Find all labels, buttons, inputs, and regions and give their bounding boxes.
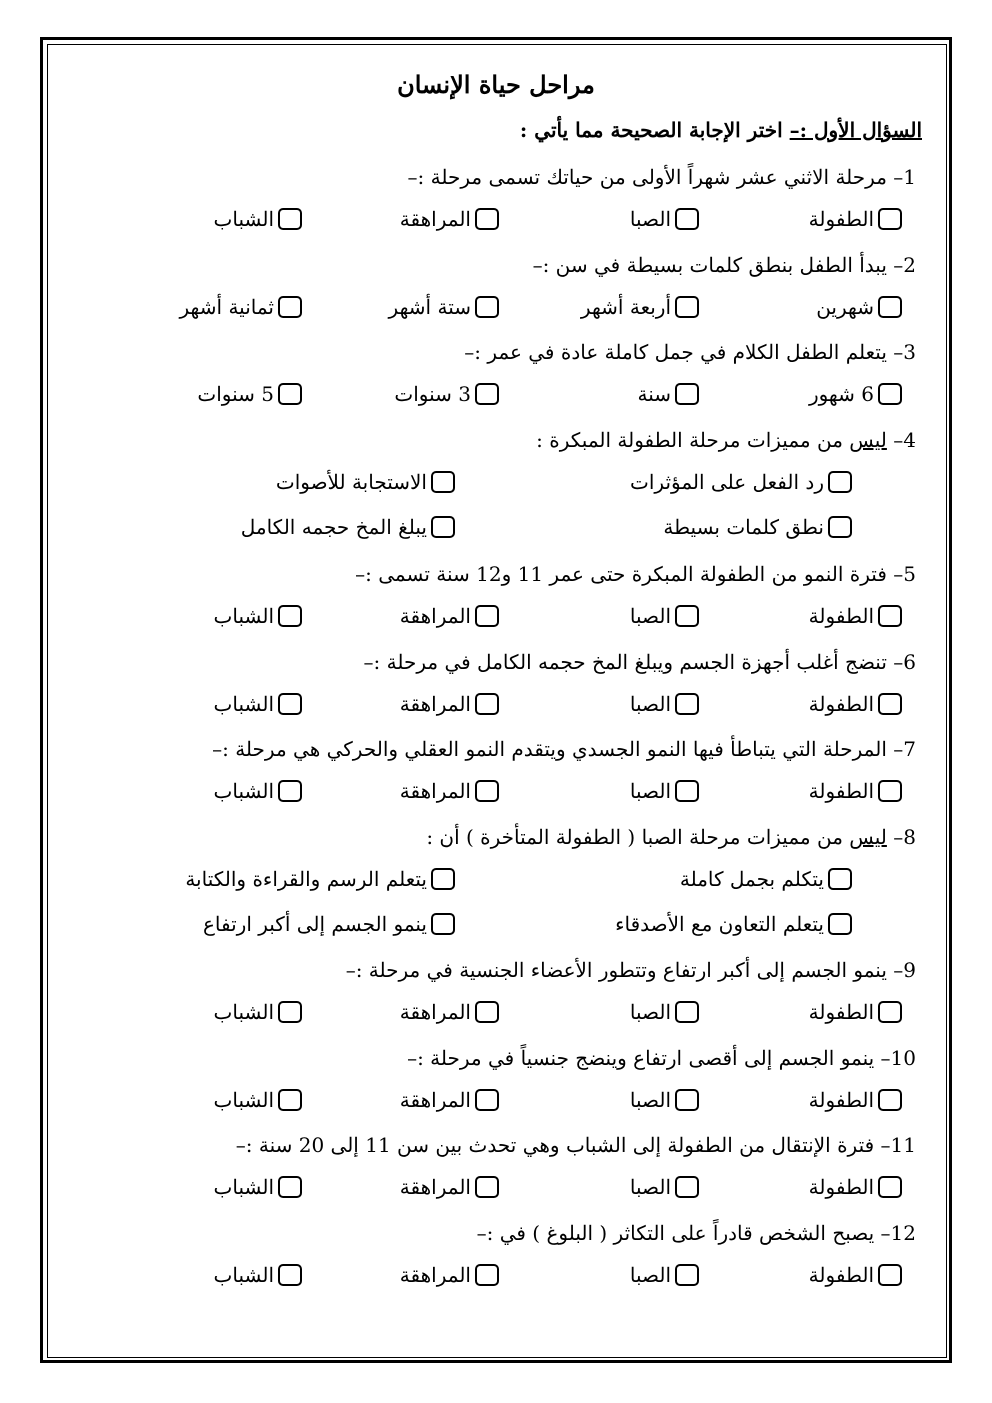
option-label: المراهقة xyxy=(399,1088,471,1112)
answer-option[interactable] xyxy=(680,867,852,891)
question-body: يبدأ الطفل بنطق كلمات بسيطة في سن :– xyxy=(532,253,887,277)
option-label: المراهقة xyxy=(399,604,471,628)
checkbox[interactable] xyxy=(475,780,499,802)
answer-option[interactable] xyxy=(809,207,902,231)
question-text xyxy=(536,428,916,452)
question-body: تنضج أغلب أجهزة الجسم ويبلغ المخ حجمه الكامل في مرحلة :– xyxy=(363,650,887,674)
answer-option[interactable] xyxy=(400,1000,499,1024)
answer-option[interactable] xyxy=(214,1000,302,1024)
option-label: 6 شهور xyxy=(808,382,874,406)
option-label: رد الفعل على المؤثرات xyxy=(630,470,824,494)
checkbox[interactable] xyxy=(278,296,302,318)
answer-option[interactable] xyxy=(630,1000,699,1024)
checkbox[interactable] xyxy=(475,1176,499,1198)
section-label: السؤال الأول :– xyxy=(789,118,922,142)
option-label: المراهقة xyxy=(399,779,471,803)
checkbox[interactable] xyxy=(475,1264,499,1286)
answer-option[interactable] xyxy=(809,604,902,628)
checkbox[interactable] xyxy=(878,383,902,405)
option-label: يتعلم الرسم والقراءة والكتابة xyxy=(185,867,427,891)
option-label: الشباب xyxy=(213,1000,274,1024)
answer-option[interactable] xyxy=(809,1000,902,1024)
question-text xyxy=(477,1221,916,1245)
answer-option[interactable] xyxy=(400,1175,499,1199)
option-label: الطفولة xyxy=(808,779,874,803)
answer-option[interactable] xyxy=(663,515,852,539)
option-label: ستة أشهر xyxy=(388,295,471,319)
answer-option[interactable] xyxy=(816,295,902,319)
option-label: الصبا xyxy=(629,1175,671,1199)
checkbox[interactable] xyxy=(878,296,902,318)
checkbox[interactable] xyxy=(475,693,499,715)
checkbox[interactable] xyxy=(278,605,302,627)
answer-option[interactable] xyxy=(630,1088,699,1112)
checkbox[interactable] xyxy=(878,780,902,802)
checkbox[interactable] xyxy=(878,1264,902,1286)
option-label: الاستجابة للأصوات xyxy=(275,470,427,494)
answer-option[interactable] xyxy=(630,207,699,231)
answer-option[interactable] xyxy=(276,470,455,494)
checkbox[interactable] xyxy=(278,383,302,405)
checkbox[interactable] xyxy=(828,868,852,890)
checkbox[interactable] xyxy=(475,383,499,405)
answer-option[interactable] xyxy=(630,604,699,628)
answer-option[interactable] xyxy=(615,912,852,936)
checkbox[interactable] xyxy=(675,780,699,802)
question-text xyxy=(464,340,916,364)
answer-option[interactable] xyxy=(214,1175,302,1199)
option-label: الشباب xyxy=(213,692,274,716)
checkbox[interactable] xyxy=(475,1089,499,1111)
question-body: ينمو الجسم إلى أقصى ارتفاع وينضج جنسياً في مرحلة :– xyxy=(407,1046,875,1070)
checkbox[interactable] xyxy=(431,913,455,935)
answer-option[interactable] xyxy=(809,1088,902,1112)
answer-option[interactable] xyxy=(809,692,902,716)
option-label: المراهقة xyxy=(399,1000,471,1024)
checkbox[interactable] xyxy=(675,296,699,318)
option-label: الطفولة xyxy=(808,604,874,628)
checkbox[interactable] xyxy=(475,208,499,230)
question-text xyxy=(407,1046,916,1070)
option-label: ينمو الجسم إلى أكبر ارتفاع xyxy=(202,912,427,936)
answer-option[interactable] xyxy=(203,912,455,936)
question-number: 5– xyxy=(893,562,916,586)
option-label: سنة xyxy=(637,382,671,406)
option-label: الطفولة xyxy=(808,692,874,716)
checkbox[interactable] xyxy=(878,1176,902,1198)
checkbox[interactable] xyxy=(828,471,852,493)
question-body: يتعلم الطفل الكلام في جمل كاملة عادة في عمر :– xyxy=(464,340,887,364)
answer-option[interactable] xyxy=(214,207,302,231)
answer-option[interactable] xyxy=(637,382,699,406)
option-label: الشباب xyxy=(213,1263,274,1287)
answer-option[interactable] xyxy=(214,692,302,716)
option-label: يتعلم التعاون مع الأصدقاء xyxy=(615,912,824,936)
option-label: يبلغ المخ حجمه الكامل xyxy=(240,515,427,539)
option-label: الصبا xyxy=(629,1088,671,1112)
question-emphasis: ليس xyxy=(849,428,887,452)
question-body: فترة الإنتقال من الطفولة إلى الشباب وهي تحدث بين سن 11 إلى 20 سنة :– xyxy=(235,1133,875,1157)
answer-option[interactable] xyxy=(394,382,499,406)
option-label: الشباب xyxy=(213,604,274,628)
question-body: من مميزات مرحلة الصبا ( الطفولة المتأخرة ) أن : xyxy=(426,825,843,849)
page-title: مراحل حياة الإنسان xyxy=(397,70,595,99)
answer-option[interactable] xyxy=(630,470,852,494)
question-number: 10– xyxy=(880,1046,916,1070)
question-body: يصبح الشخص قادراً على التكاثر ( البلوغ ) في :– xyxy=(476,1221,875,1245)
option-label: الشباب xyxy=(213,207,274,231)
checkbox[interactable] xyxy=(828,913,852,935)
checkbox[interactable] xyxy=(278,1176,302,1198)
option-label: الصبا xyxy=(629,207,671,231)
question-text xyxy=(212,737,916,761)
checkbox[interactable] xyxy=(878,208,902,230)
checkbox[interactable] xyxy=(675,1176,699,1198)
question-emphasis: ليس xyxy=(849,825,887,849)
option-label: الطفولة xyxy=(808,207,874,231)
answer-option[interactable] xyxy=(214,779,302,803)
checkbox[interactable] xyxy=(828,516,852,538)
option-label: أربعة أشهر xyxy=(580,295,671,319)
checkbox[interactable] xyxy=(278,780,302,802)
checkbox[interactable] xyxy=(675,1089,699,1111)
answer-option[interactable] xyxy=(214,1263,302,1287)
option-label: شهرين xyxy=(816,295,874,319)
question-body: فترة النمو من الطفولة المبكرة حتى عمر 11 و12 سنة تسمى :– xyxy=(355,562,887,586)
question-number: 12– xyxy=(880,1221,916,1245)
checkbox[interactable] xyxy=(278,693,302,715)
question-text xyxy=(426,825,916,849)
question-text xyxy=(346,958,916,982)
option-label: الصبا xyxy=(629,692,671,716)
question-number: 9– xyxy=(893,958,916,982)
answer-option[interactable] xyxy=(630,1175,699,1199)
answer-option[interactable] xyxy=(630,692,699,716)
option-label: الصبا xyxy=(629,604,671,628)
checkbox[interactable] xyxy=(675,208,699,230)
question-number: 4– xyxy=(893,428,916,452)
option-label: يتكلم بجمل كاملة xyxy=(679,867,824,891)
option-label: المراهقة xyxy=(399,207,471,231)
option-label: الصبا xyxy=(629,779,671,803)
answer-option[interactable] xyxy=(809,382,902,406)
answer-option[interactable] xyxy=(241,515,455,539)
question-text xyxy=(408,165,916,189)
answer-option[interactable] xyxy=(197,382,302,406)
question-number: 8– xyxy=(893,825,916,849)
checkbox[interactable] xyxy=(675,693,699,715)
checkbox[interactable] xyxy=(278,1264,302,1286)
answer-option[interactable] xyxy=(400,692,499,716)
option-label: الطفولة xyxy=(808,1263,874,1287)
question-number: 7– xyxy=(893,737,916,761)
answer-option[interactable] xyxy=(630,1263,699,1287)
answer-option[interactable] xyxy=(809,1175,902,1199)
option-label: المراهقة xyxy=(399,692,471,716)
checkbox[interactable] xyxy=(431,868,455,890)
checkbox[interactable] xyxy=(475,296,499,318)
question-body: ينمو الجسم إلى أكبر ارتفاع وتتطور الأعضاء الجنسية في مرحلة :– xyxy=(345,958,887,982)
answer-option[interactable] xyxy=(389,295,499,319)
question-number: 11– xyxy=(880,1133,916,1157)
option-label: ثمانية أشهر xyxy=(179,295,274,319)
answer-option[interactable] xyxy=(809,1263,902,1287)
answer-option[interactable] xyxy=(400,207,499,231)
answer-option[interactable] xyxy=(630,779,699,803)
question-text xyxy=(364,650,916,674)
option-label: المراهقة xyxy=(399,1263,471,1287)
checkbox[interactable] xyxy=(878,605,902,627)
section-instruction: اختر الإجابة الصحيحة مما يأتي : xyxy=(519,118,783,142)
question-text xyxy=(355,562,916,586)
checkbox[interactable] xyxy=(675,383,699,405)
answer-option[interactable] xyxy=(400,1263,499,1287)
answer-option[interactable] xyxy=(581,295,699,319)
question-number: 3– xyxy=(893,340,916,364)
option-label: الصبا xyxy=(629,1000,671,1024)
option-label: الطفولة xyxy=(808,1088,874,1112)
answer-option[interactable] xyxy=(400,779,499,803)
answer-option[interactable] xyxy=(809,779,902,803)
question-number: 1– xyxy=(893,165,916,189)
checkbox[interactable] xyxy=(475,1001,499,1023)
answer-option[interactable] xyxy=(214,1088,302,1112)
checkbox[interactable] xyxy=(878,1001,902,1023)
section-heading xyxy=(520,118,922,142)
option-label: الشباب xyxy=(213,779,274,803)
answer-option[interactable] xyxy=(180,295,302,319)
question-body: مرحلة الاثني عشر شهراً الأولى من حياتك تسمى مرحلة :– xyxy=(407,165,887,189)
checkbox[interactable] xyxy=(278,1089,302,1111)
checkbox[interactable] xyxy=(278,1001,302,1023)
question-body: المرحلة التي يتباطأ فيها النمو الجسدي ويتقدم النمو العقلي والحركي هي مرحلة :– xyxy=(212,737,887,761)
checkbox[interactable] xyxy=(878,1089,902,1111)
question-number: 2– xyxy=(893,253,916,277)
option-label: المراهقة xyxy=(399,1175,471,1199)
option-label: الصبا xyxy=(629,1263,671,1287)
answer-option[interactable] xyxy=(400,1088,499,1112)
option-label: نطق كلمات بسيطة xyxy=(663,515,824,539)
option-label: الشباب xyxy=(213,1175,274,1199)
option-label: الشباب xyxy=(213,1088,274,1112)
option-label: 5 سنوات xyxy=(197,382,274,406)
checkbox[interactable] xyxy=(475,605,499,627)
checkbox[interactable] xyxy=(675,1001,699,1023)
checkbox[interactable] xyxy=(675,605,699,627)
answer-option[interactable] xyxy=(185,867,455,891)
question-number: 6– xyxy=(893,650,916,674)
option-label: 3 سنوات xyxy=(394,382,471,406)
option-label: الطفولة xyxy=(808,1175,874,1199)
checkbox[interactable] xyxy=(878,693,902,715)
checkbox[interactable] xyxy=(675,1264,699,1286)
question-body: من مميزات مرحلة الطفولة المبكرة : xyxy=(536,428,843,452)
checkbox[interactable] xyxy=(278,208,302,230)
answer-option[interactable] xyxy=(214,604,302,628)
question-text xyxy=(236,1133,916,1157)
checkbox[interactable] xyxy=(431,471,455,493)
answer-option[interactable] xyxy=(400,604,499,628)
option-label: الطفولة xyxy=(808,1000,874,1024)
checkbox[interactable] xyxy=(431,516,455,538)
question-text xyxy=(533,253,916,277)
